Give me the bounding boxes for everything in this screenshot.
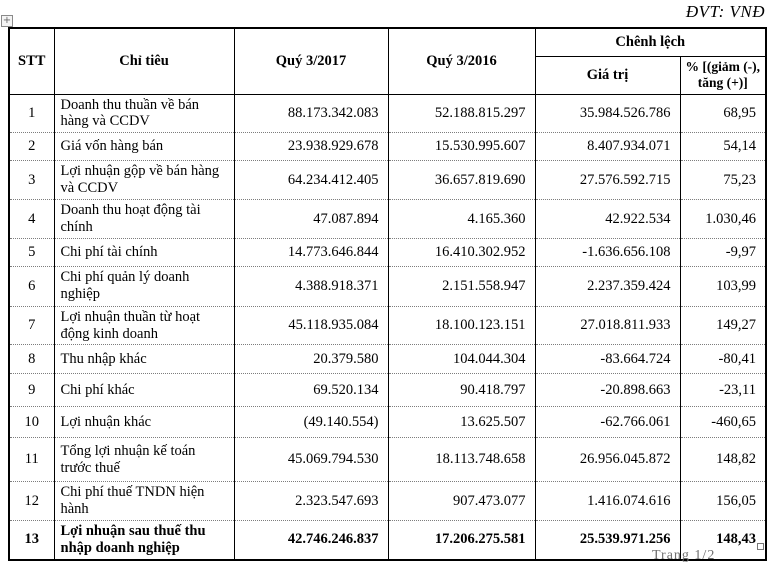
cell-q3-2016: 36.657.819.690: [388, 161, 535, 200]
unit-label: ĐVT: VNĐ: [685, 2, 765, 21]
table-row: [9, 438, 766, 482]
cell-q3-2017: (49.140.554): [234, 407, 388, 438]
table-row: [9, 200, 766, 239]
cell-diff-pct: -23,11: [680, 374, 766, 407]
cell-q3-2016: 90.418.797: [388, 374, 535, 407]
cell-diff-value: 27.018.811.933: [535, 306, 680, 345]
cell-criteria: Chi phí khác: [54, 374, 234, 407]
cell-q3-2017: 45.069.794.530: [234, 438, 388, 482]
table-body: [9, 94, 766, 560]
page-number: Trang 1/2: [652, 548, 716, 563]
cell-criteria: Lợi nhuận sau thuế thu nhập doanh nghiệp: [54, 521, 234, 560]
cell-stt: 9: [9, 374, 54, 407]
table-header: [9, 28, 766, 94]
cell-diff-pct: 68,95: [680, 94, 766, 133]
table-row: [9, 238, 766, 266]
cell-diff-pct: 156,05: [680, 482, 766, 521]
cell-q3-2016: 104.044.304: [388, 345, 535, 374]
header-difference: Chênh lệch: [535, 28, 766, 56]
cell-q3-2017: 88.173.342.083: [234, 94, 388, 133]
cell-criteria: Lợi nhuận thuần từ hoạt động kinh doanh: [54, 306, 234, 345]
cell-diff-pct: 75,23: [680, 161, 766, 200]
cell-q3-2016: 2.151.558.947: [388, 266, 535, 306]
cell-diff-value: -1.636.656.108: [535, 238, 680, 266]
table-row: [9, 345, 766, 374]
cell-diff-value: -20.898.663: [535, 374, 680, 407]
cell-diff-value: -62.766.061: [535, 407, 680, 438]
cell-diff-value: 42.922.534: [535, 200, 680, 239]
cell-stt: 5: [9, 238, 54, 266]
cell-q3-2016: 907.473.077: [388, 482, 535, 521]
cell-stt: 3: [9, 161, 54, 200]
header-q3-2016: Quý 3/2016: [388, 28, 535, 94]
cell-diff-pct: 54,14: [680, 133, 766, 161]
cell-q3-2017: 64.234.412.405: [234, 161, 388, 200]
cell-q3-2017: 2.323.547.693: [234, 482, 388, 521]
cell-stt: 13: [9, 521, 54, 560]
cell-diff-value: 35.984.526.786: [535, 94, 680, 133]
cell-diff-pct: -80,41: [680, 345, 766, 374]
cell-q3-2017: 14.773.646.844: [234, 238, 388, 266]
table-row: [9, 374, 766, 407]
financial-table: [8, 27, 767, 561]
cell-q3-2016: 18.113.748.658: [388, 438, 535, 482]
cell-stt: 12: [9, 482, 54, 521]
cell-criteria: Chi phí tài chính: [54, 238, 234, 266]
cell-stt: 2: [9, 133, 54, 161]
cell-criteria: Chi phí quản lý doanh nghiệp: [54, 266, 234, 306]
cell-q3-2017: 47.087.894: [234, 200, 388, 239]
cell-q3-2017: 20.379.580: [234, 345, 388, 374]
cell-q3-2017: 23.938.929.678: [234, 133, 388, 161]
table-row: [9, 161, 766, 200]
cell-diff-value: 8.407.934.071: [535, 133, 680, 161]
cell-q3-2016: 52.188.815.297: [388, 94, 535, 133]
cell-stt: 10: [9, 407, 54, 438]
cell-q3-2017: 45.118.935.084: [234, 306, 388, 345]
cell-diff-value: 1.416.074.616: [535, 482, 680, 521]
table-move-handle-icon[interactable]: +: [2, 15, 12, 26]
cell-diff-value: 25.539.971.256: [535, 521, 680, 560]
table-row: [9, 482, 766, 521]
cell-q3-2016: 17.206.275.581: [388, 521, 535, 560]
cell-criteria: Chi phí thuế TNDN hiện hành: [54, 482, 234, 521]
cell-q3-2017: 42.746.246.837: [234, 521, 388, 560]
cell-diff-value: 2.237.359.424: [535, 266, 680, 306]
cell-q3-2016: 4.165.360: [388, 200, 535, 239]
cell-diff-pct: -9,97: [680, 238, 766, 266]
cell-q3-2016: 15.530.995.607: [388, 133, 535, 161]
cell-stt: 8: [9, 345, 54, 374]
cell-stt: 6: [9, 266, 54, 306]
cell-criteria: Lợi nhuận khác: [54, 407, 234, 438]
header-criteria: Chỉ tiêu: [54, 28, 234, 94]
cell-diff-pct: 1.030,46: [680, 200, 766, 239]
cell-q3-2016: 13.625.507: [388, 407, 535, 438]
cell-diff-pct: 148,82: [680, 438, 766, 482]
table-row: [9, 94, 766, 133]
cell-stt: 11: [9, 438, 54, 482]
cell-diff-pct: 103,99: [680, 266, 766, 306]
cell-diff-value: 26.956.045.872: [535, 438, 680, 482]
cell-q3-2016: 18.100.123.151: [388, 306, 535, 345]
cell-stt: 7: [9, 306, 54, 345]
cell-criteria: Doanh thu hoạt động tài chính: [54, 200, 234, 239]
resize-handle[interactable]: [757, 543, 764, 550]
cell-criteria: Giá vốn hàng bán: [54, 133, 234, 161]
header-diff-pct: % [(giảm (-), tăng (+)]: [680, 56, 766, 94]
table-row: [9, 266, 766, 306]
cell-diff-pct: 149,27: [680, 306, 766, 345]
cell-q3-2017: 69.520.134: [234, 374, 388, 407]
cell-q3-2017: 4.388.918.371: [234, 266, 388, 306]
table-row: [9, 306, 766, 345]
cell-diff-value: 27.576.592.715: [535, 161, 680, 200]
cell-criteria: Tổng lợi nhuận kế toán trước thuế: [54, 438, 234, 482]
cell-diff-pct: -460,65: [680, 407, 766, 438]
table-row: [9, 133, 766, 161]
cell-stt: 1: [9, 94, 54, 133]
cell-criteria: Lợi nhuận gộp về bán hàng và CCDV: [54, 161, 234, 200]
header-diff-value: Giá trị: [535, 56, 680, 94]
cell-criteria: Doanh thu thuần về bán hàng và CCDV: [54, 94, 234, 133]
cell-criteria: Thu nhập khác: [54, 345, 234, 374]
header-stt: STT: [9, 28, 54, 94]
header-q3-2017: Quý 3/2017: [234, 28, 388, 94]
cell-q3-2016: 16.410.302.952: [388, 238, 535, 266]
cell-stt: 4: [9, 200, 54, 239]
table-row: [9, 407, 766, 438]
cell-diff-pct: 148,43: [680, 521, 766, 560]
cell-diff-value: -83.664.724: [535, 345, 680, 374]
